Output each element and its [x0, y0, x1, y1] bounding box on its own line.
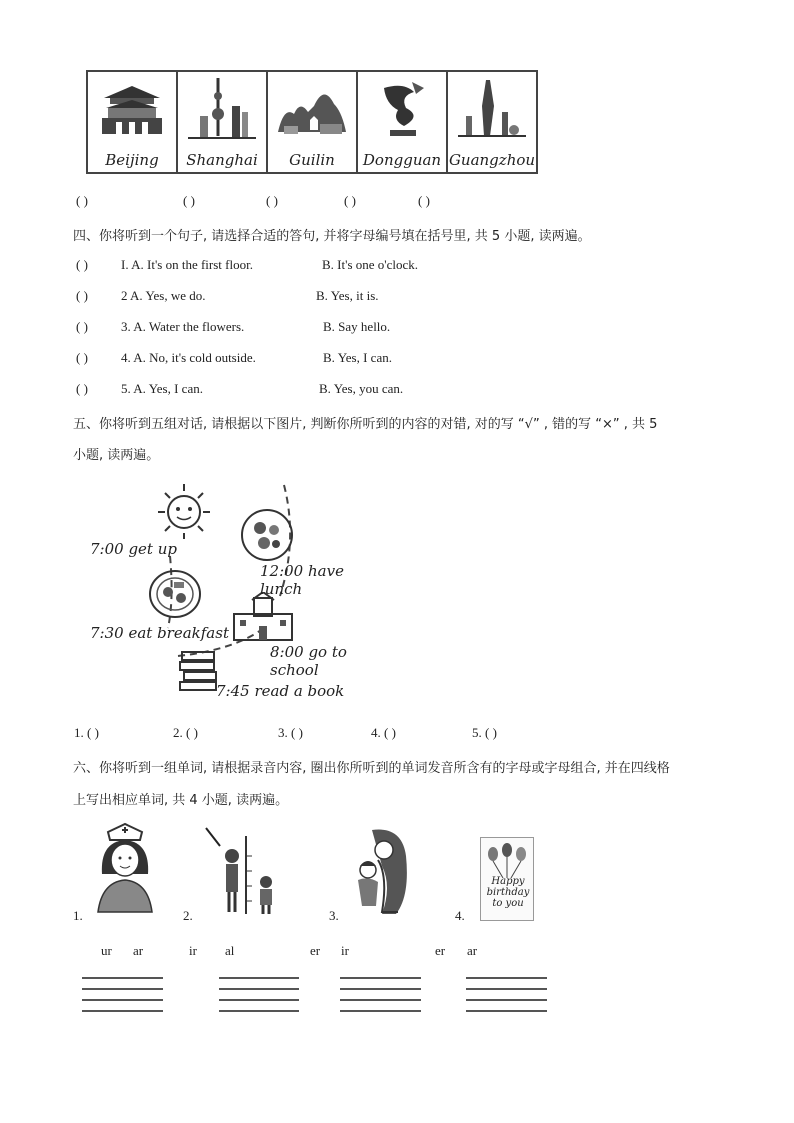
sun-icon — [156, 482, 212, 540]
answer-blank[interactable]: 3. ( ) — [278, 725, 303, 740]
option-a: 4. A. No, it's cold outside. — [121, 350, 256, 365]
answer-blank[interactable]: 5. ( ) — [472, 725, 497, 740]
option-b: B. Say hello. — [323, 319, 391, 334]
schedule-label: 7:30 eat breakfast — [90, 624, 229, 642]
option-a: 3. A. Water the flowers. — [121, 319, 245, 334]
question-blank[interactable]: ( ) — [76, 288, 88, 303]
city-cell-shanghai — [178, 72, 268, 172]
answer-blank[interactable]: 2. ( ) — [173, 725, 198, 740]
letter-option[interactable]: ar — [467, 943, 478, 958]
oriental-pearl-tower-icon — [184, 76, 260, 146]
answer-blank[interactable]: 4. ( ) — [371, 725, 396, 740]
letter-option[interactable]: ar — [133, 943, 144, 958]
city-picture-strip — [86, 70, 538, 174]
city-label: Guilin — [289, 151, 335, 169]
schedule-label: 7:45 read a book — [216, 682, 345, 700]
item-number: 3. — [329, 908, 339, 923]
letter-option[interactable]: al — [225, 943, 235, 958]
section-5-heading-cont: 小题, 读两遍。 — [73, 448, 160, 463]
breakfast-plate-icon — [148, 568, 202, 620]
mother-daughter-icon — [352, 826, 412, 918]
letter-option[interactable]: er — [310, 943, 321, 958]
section-6-heading: 六、你将听到一组单词, 请根据录音内容, 圈出你所听到的单词发音所含有的字母或字母组合, 并在四线格 — [73, 761, 670, 776]
balloons-icon — [481, 840, 533, 880]
sculpture-icon — [364, 76, 440, 146]
schedule-label: 8:00 go to school — [270, 643, 347, 679]
schedule-label: 7:00 get up — [90, 540, 177, 558]
letter-option[interactable]: er — [435, 943, 446, 958]
school-icon — [230, 592, 296, 642]
birthday-card-icon — [480, 837, 534, 921]
section-6-heading-cont: 上写出相应单词, 共 4 小题, 读两遍。 — [73, 793, 289, 808]
answer-blank[interactable]: 1. ( ) — [74, 725, 99, 740]
question-blank[interactable]: ( ) — [76, 381, 88, 396]
nurse-icon — [94, 822, 156, 914]
answer-blank[interactable]: ( ) — [266, 193, 278, 208]
option-a: I. A. It's on the first floor. — [121, 257, 253, 272]
answer-blank[interactable]: ( ) — [76, 193, 88, 208]
item-number: 4. — [455, 908, 465, 923]
book-stack-icon — [178, 648, 220, 692]
letter-option[interactable]: ir — [341, 943, 349, 958]
item-number: 2. — [183, 908, 193, 923]
city-cell-beijing — [88, 72, 178, 172]
lunch-plate-icon — [240, 508, 294, 562]
card-greeting: Happy birthday to you — [486, 876, 530, 909]
answer-blank[interactable]: ( ) — [344, 193, 356, 208]
daily-schedule-picture — [84, 480, 374, 705]
question-blank[interactable]: ( ) — [76, 257, 88, 272]
city-label: Dongguan — [362, 151, 442, 169]
city-label: Shanghai — [186, 151, 258, 169]
option-b: B. It's one o'clock. — [322, 257, 419, 272]
city-label: Beijing — [105, 151, 159, 169]
answer-blank[interactable]: ( ) — [418, 193, 430, 208]
answer-blank[interactable]: ( ) — [183, 193, 195, 208]
karst-mountain-icon — [274, 76, 350, 146]
option-a: 2 A. Yes, we do. — [121, 288, 206, 303]
city-cell-dongguan — [358, 72, 448, 172]
option-b: B. Yes, I can. — [323, 350, 392, 365]
schedule-label: 12:00 have lunch — [260, 562, 344, 598]
section-4-heading: 四、你将听到一个句子, 请选择合适的答句, 并将字母编号填在括号里, 共 5 小题, 读两遍。 — [73, 229, 591, 244]
tiananmen-icon — [94, 76, 170, 146]
canton-tower-icon — [454, 76, 530, 146]
city-cell-guilin — [268, 72, 358, 172]
letter-option[interactable]: ir — [189, 943, 197, 958]
option-b: B. Yes, you can. — [319, 381, 404, 396]
city-label: Guangzhou — [448, 151, 536, 169]
question-blank[interactable]: ( ) — [76, 350, 88, 365]
question-blank[interactable]: ( ) — [76, 319, 88, 334]
letter-option[interactable]: ur — [101, 943, 112, 958]
height-measure-icon — [202, 826, 288, 916]
section-5-heading: 五、你将听到五组对话, 请根据以下图片, 判断你所听到的内容的对错, 对的写 “√” , 错的写 “×” , 共 5 — [73, 417, 658, 432]
city-cell-guangzhou — [448, 72, 536, 172]
option-a: 5. A. Yes, I can. — [121, 381, 203, 396]
item-number: 1. — [73, 908, 83, 923]
option-b: B. Yes, it is. — [316, 288, 379, 303]
